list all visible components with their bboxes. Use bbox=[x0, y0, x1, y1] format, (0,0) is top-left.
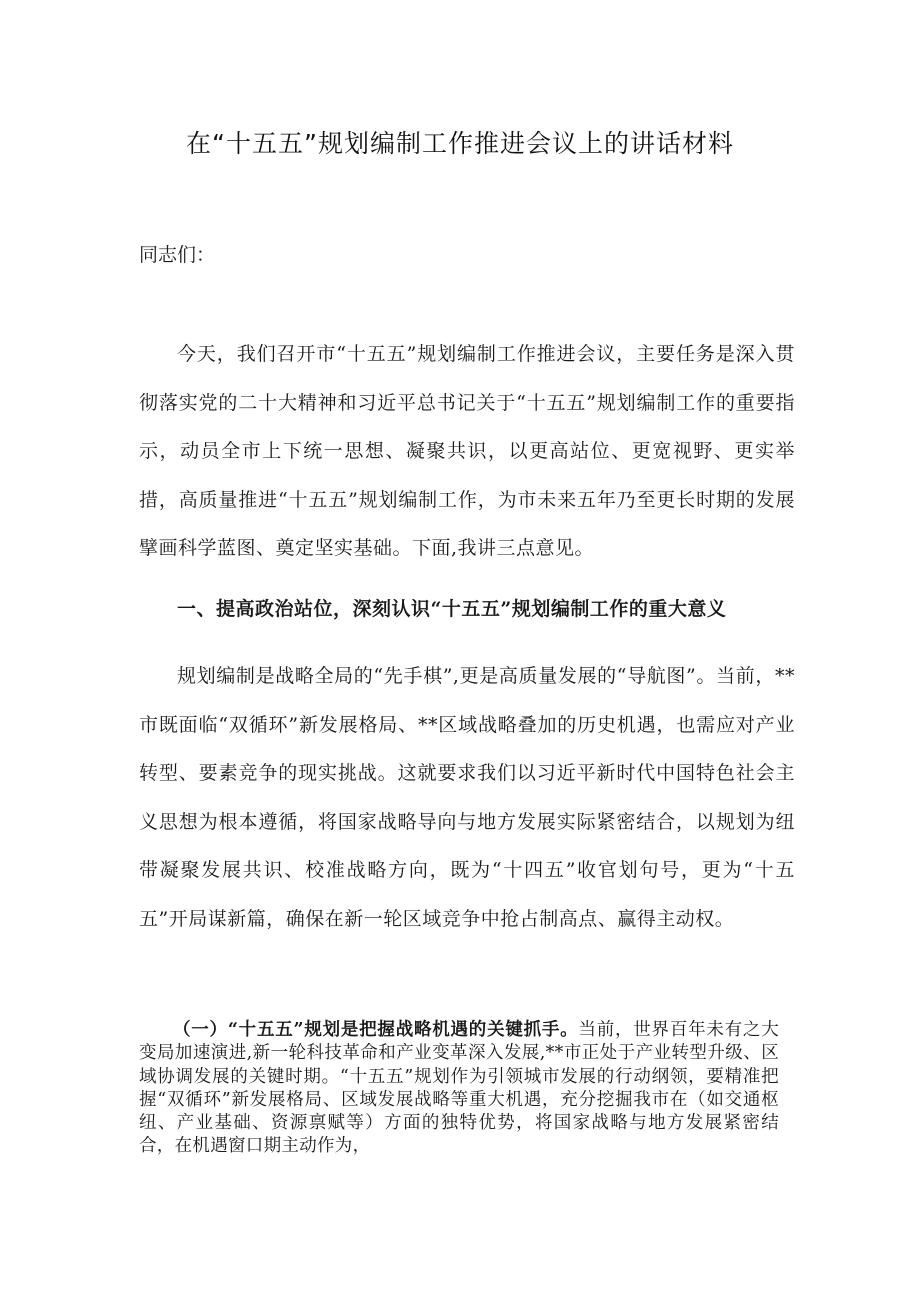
salutation: 同志们： bbox=[139, 244, 216, 266]
section-heading-1: 一、提高政治站位，深刻认识“十五五”规划编制工作的重大意义 bbox=[177, 598, 727, 620]
subsection-1-body: 当前，世界百年未有之大变局加速演进,新一轮科技革命和产业变革深入发展,**市正处于产业转型升级、区域协调发展的关键时期。“十五五”规划作为引领城市发展的行动纲领，要精准把握“双循环”新发展格局、区域发展战略等重大机遇，充分挖掘我市在（如交通枢纽、产业基础、资源禀赋等）方面的独特优势，将国家战略与地方发展紧密结合，在机遇窗口期主动作为， bbox=[139, 1020, 779, 1157]
section-1-paragraph: 规划编制是战略全局的“先手棋”,更是高质量发展的“导航图”。当前，**市既面临“双循环”新发展格局、**区域战略叠加的历史机遇，也需应对产业转型、要素竞争的现实挑战。这就要求我们以习近平新时代中国特色社会主义思想为根本遵循，将国家战略导向与地方发展实际紧密结合，以规划为纽带凝聚发展共识、校准战略方向，既为“十四五”收官划句号，更为“十五五”开局谋新篇，确保在新一轮区域竞争中抢占制高点、赢得主动权。 bbox=[139, 665, 795, 930]
subsection-1-paragraph bbox=[139, 1019, 779, 1159]
document-title: 在“十五五”规划编制工作推进会议上的讲话材料 bbox=[186, 129, 734, 158]
subsection-1-lead: （一）“十五五”规划是把握战略机遇的关键抓手。 bbox=[173, 1020, 579, 1040]
intro-paragraph: 今天，我们召开市“十五五”规划编制工作推进会议，主要任务是深入贯彻落实党的二十大精神和习近平总书记关于“十五五”规划编制工作的重要指示，动员全市上下统一思想、凝聚共识，以更高站位、更宽视野、更实举措，高质量推进“十五五”规划编制工作，为市未来五年乃至更长时期的发展擘画科学蓝图、奠定坚实基础。下面,我讲三点意见。 bbox=[139, 343, 795, 560]
